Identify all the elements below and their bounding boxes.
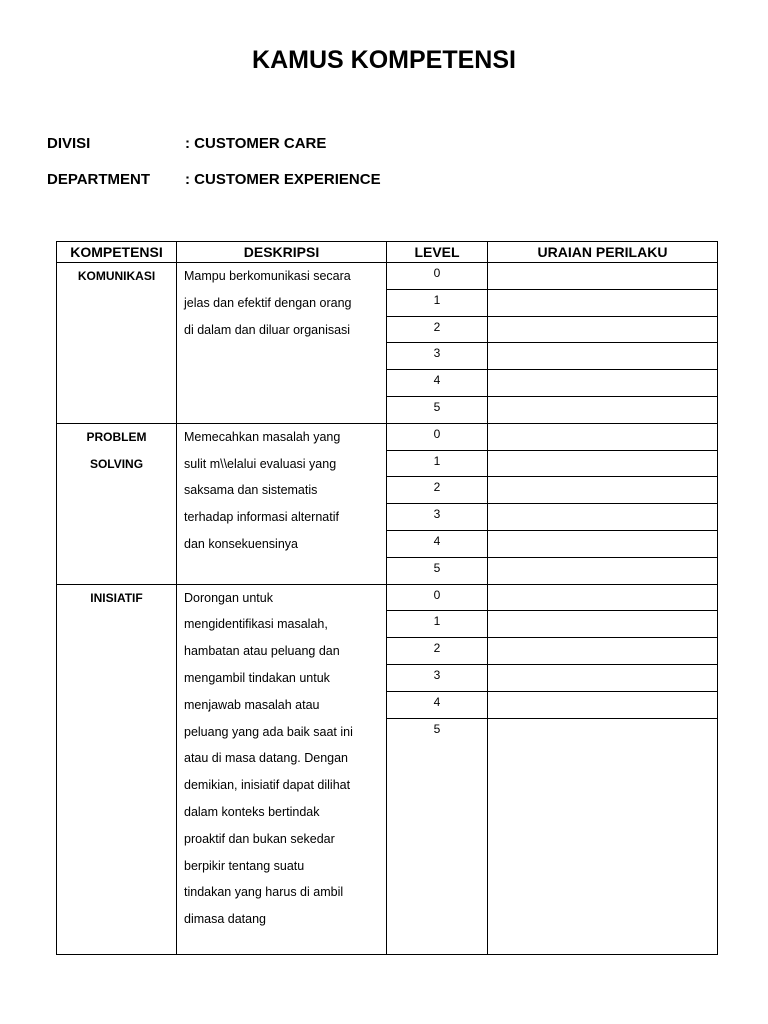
kompetensi-name: SOLVING [89, 456, 144, 471]
header-level: LEVEL [387, 242, 488, 263]
deskripsi-line: mengambil tindakan untuk [184, 670, 330, 685]
divisi-row [47, 135, 326, 152]
department-value: : CUSTOMER EXPERIENCE [185, 171, 381, 188]
level-cell: 2 [387, 316, 488, 343]
deskripsi-line: dimasa datang [184, 912, 267, 927]
deskripsi-cell [177, 423, 387, 584]
deskripsi-line: hambatan atau peluang dan [184, 644, 340, 659]
deskripsi-cell [177, 584, 387, 954]
level-cell: 0 [387, 423, 488, 450]
kompetensi-cell [57, 263, 177, 424]
uraian-cell[interactable] [488, 504, 718, 531]
uraian-cell[interactable] [488, 370, 718, 397]
level-cell: 3 [387, 504, 488, 531]
uraian-cell[interactable] [488, 263, 718, 290]
level-cell: 4 [387, 691, 488, 718]
uraian-cell[interactable] [488, 584, 718, 611]
table-row [57, 584, 718, 611]
deskripsi-line: terhadap informasi alternatif [184, 510, 339, 525]
competency-table [56, 241, 718, 955]
uraian-cell[interactable] [488, 691, 718, 718]
uraian-cell[interactable] [488, 343, 718, 370]
deskripsi-line: saksama dan sistematis [184, 483, 318, 498]
kompetensi-cell [57, 423, 177, 584]
deskripsi-line: Mampu berkomunikasi secara [184, 269, 351, 283]
deskripsi-line: berpikir tentang suatu [184, 858, 305, 873]
deskripsi-line: dalam konteks bertindak [184, 804, 320, 819]
divisi-label: DIVISI [47, 135, 91, 152]
kompetensi-name: INISIATIF [90, 590, 143, 605]
uraian-cell[interactable] [488, 396, 718, 423]
level-cell: 1 [387, 611, 488, 638]
page-title: KAMUS KOMPETENSI [252, 46, 516, 74]
deskripsi-line: sulit m\\elalui evaluasi yang [184, 456, 337, 471]
deskripsi-line: di dalam dan diluar organisasi [184, 322, 351, 337]
uraian-cell[interactable] [488, 638, 718, 665]
deskripsi-line: peluang yang ada baik saat ini [184, 724, 353, 739]
uraian-cell[interactable] [488, 664, 718, 691]
level-cell: 2 [387, 638, 488, 665]
level-cell: 0 [387, 263, 488, 290]
uraian-cell[interactable] [488, 718, 718, 954]
level-cell: 3 [387, 664, 488, 691]
level-cell: 4 [387, 370, 488, 397]
table-row [57, 423, 718, 450]
uraian-cell[interactable] [488, 530, 718, 557]
uraian-cell[interactable] [488, 289, 718, 316]
uraian-cell[interactable] [488, 450, 718, 477]
deskripsi-line: menjawab masalah atau [184, 697, 320, 712]
level-cell: 1 [387, 289, 488, 316]
header-kompetensi: KOMPETENSI [57, 242, 177, 263]
deskripsi-line: Dorongan untuk [184, 590, 273, 605]
department-row [47, 171, 381, 188]
level-cell: 5 [387, 718, 488, 954]
deskripsi-line: tindakan yang harus di ambil [184, 885, 344, 900]
deskripsi-line: demikian, inisiatif dapat dilihat [184, 778, 351, 793]
header-deskripsi: DESKRIPSI [177, 242, 387, 263]
level-cell: 5 [387, 396, 488, 423]
level-cell: 0 [387, 584, 488, 611]
uraian-cell[interactable] [488, 423, 718, 450]
uraian-cell[interactable] [488, 611, 718, 638]
level-cell: 1 [387, 450, 488, 477]
deskripsi-line: atau di masa datang. Dengan [184, 751, 349, 766]
department-label: DEPARTMENT [47, 171, 151, 188]
deskripsi-line: jelas dan efektif dengan orang [184, 295, 352, 310]
level-cell: 3 [387, 343, 488, 370]
table-row [57, 263, 718, 290]
kompetensi-name: KOMUNIKASI [77, 269, 156, 283]
divisi-value: : CUSTOMER CARE [185, 135, 327, 152]
deskripsi-cell [177, 263, 387, 424]
table-header-row [57, 242, 718, 263]
level-cell: 5 [387, 557, 488, 584]
deskripsi-line: proaktif dan bukan sekedar [184, 831, 335, 846]
deskripsi-line: mengidentifikasi masalah, [184, 617, 328, 632]
deskripsi-line: Memecahkan masalah yang [184, 429, 341, 444]
kompetensi-cell [57, 584, 177, 954]
uraian-cell[interactable] [488, 316, 718, 343]
uraian-cell[interactable] [488, 477, 718, 504]
kompetensi-name: PROBLEM [86, 429, 147, 444]
level-cell: 4 [387, 530, 488, 557]
header-uraian-perilaku: URAIAN PERILAKU [488, 242, 718, 263]
level-cell: 2 [387, 477, 488, 504]
deskripsi-line: dan konsekuensinya [184, 536, 298, 551]
uraian-cell[interactable] [488, 557, 718, 584]
